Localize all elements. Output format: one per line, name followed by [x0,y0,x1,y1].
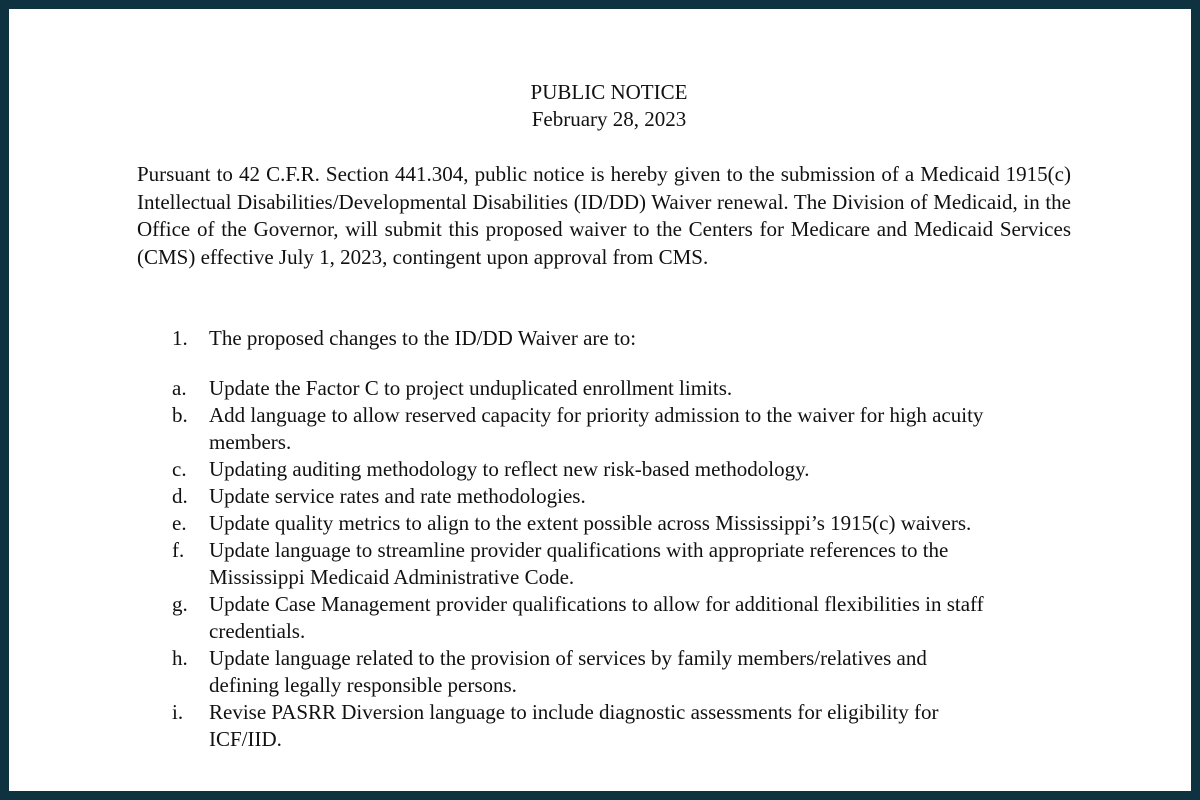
list-item-marker: e. [172,511,187,535]
list-item-text: Update quality metrics to align to the extent possible across Mississippi’s 1915(c) waivers. [209,511,972,535]
list-item-text: Update language to streamline provider qualifications with appropriate references to the Mississippi Medicaid Administrative Code. [209,538,949,589]
notice-title: PUBLIC NOTICE [530,80,688,104]
list-item-text: Updating auditing methodology to reflect new risk-based methodology. [209,457,810,481]
list-item [137,645,989,699]
list-item-text: Update Case Management provider qualifications to allow for additional flexibilities in staff credentials. [209,592,984,643]
list-item-text: Add language to allow reserved capacity for priority admission to the waiver for high acuity members. [209,403,984,454]
list-item-marker: f. [172,538,185,562]
list-item-text: Update service rates and rate methodologies. [209,484,586,508]
list-item [137,456,989,483]
intro-paragraph: Pursuant to 42 C.F.R. Section 441.304, public notice is hereby given to the submission of a Medicaid 1915(c) Intellectual Disabilities/Developmental Disabilities (ID/DD) Waiver renewal. The Division of Medicaid, in the Office of the Governor, will submit this proposed waiver to the Centers for Medicare and Medicaid Services (CMS) effective July 1, 2023, contingent upon approval from CMS. [137,162,1071,269]
list-item [137,483,989,510]
list-item-marker: h. [172,646,188,670]
list-item [137,375,989,402]
notice-date: February 28, 2023 [531,107,687,131]
list-item-marker: i. [172,700,184,724]
notice-header [137,79,1081,133]
list-item [137,402,989,456]
list-item [137,699,989,753]
list-item-marker: b. [172,403,188,427]
document-frame [9,9,1191,791]
list-item [137,510,989,537]
numbered-item-text: The proposed changes to the ID/DD Waiver are to: [209,326,637,350]
list-item-marker: d. [172,484,188,508]
list-item [137,537,989,591]
list-item-marker: a. [172,376,187,400]
list-item-marker: g. [172,592,188,616]
list-item-marker: c. [172,457,187,481]
list-item-text: Update the Factor C to project unduplicated enrollment limits. [209,376,733,400]
list-item-text: Revise PASRR Diversion language to include diagnostic assessments for eligibility for ICF/IID. [209,700,939,751]
numbered-item-marker: 1. [172,326,188,350]
list-item-text: Update language related to the provision of services by family members/relatives and defining legally responsible persons. [209,646,927,697]
changes-list [137,375,1071,753]
list-item [137,591,989,645]
